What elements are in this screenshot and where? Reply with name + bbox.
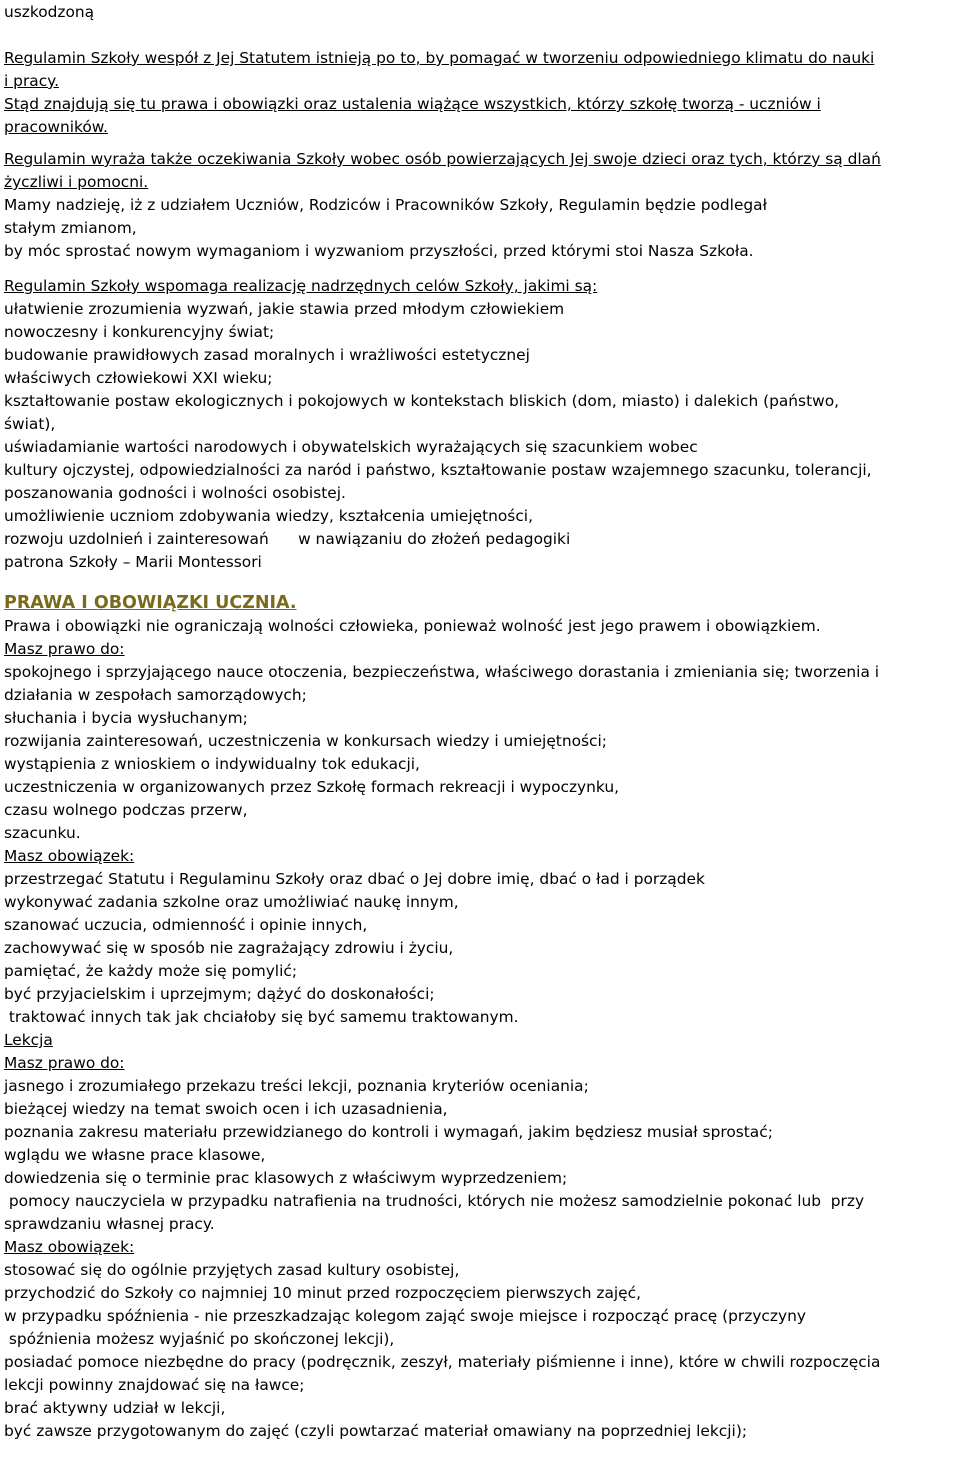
general-duties-label: Masz obowiązek:	[4, 847, 135, 865]
goal-line: rozwoju uzdolnień i zainteresowań w nawiązaniu do złożeń pedagogiki	[4, 530, 571, 548]
list-item: szanować uczucia, odmienność i opinie innych,	[4, 916, 368, 934]
goal-line: świat),	[4, 415, 56, 433]
goal-line: uświadamianie wartości narodowych i obywatelskich wyrażających się szacunkiem wobec	[4, 438, 698, 456]
list-item: uczestniczenia w organizowanych przez Szkołę formach rekreacji i wypoczynku,	[4, 778, 619, 796]
list-item: wystąpienia z wnioskiem o indywidualny tok edukacji,	[4, 755, 420, 773]
list-item: posiadać pomoce niezbędne do pracy (podręcznik, zeszył, materiały piśmienne i inne), które w chwili rozpoczęcia	[4, 1353, 881, 1371]
goal-line: właściwych człowiekowi XXI wieku;	[4, 369, 273, 387]
general-rights-label: Masz prawo do:	[4, 640, 125, 658]
rights-section	[4, 592, 956, 1443]
goals-section	[4, 275, 956, 574]
text-line: Stąd znajdują się tu prawa i obowiązki oraz ustalenia wiążące wszystkich, którzy szkołę tworzą - uczniów i	[4, 95, 821, 113]
list-item: pamiętać, że każdy może się pomylić;	[4, 962, 298, 980]
list-item: lekcji powinny znajdować się na ławce;	[4, 1376, 305, 1394]
list-item: być przyjacielskim i uprzejmym; dążyć do doskonałości;	[4, 985, 435, 1003]
goal-line: kształtowanie postaw ekologicznych i pokojowych w kontekstach bliskich (dom, miasto) i dalekich (państwo,	[4, 392, 840, 410]
list-item: działania w zespołach samorządowych;	[4, 686, 307, 704]
intro-paragraph-3	[4, 194, 956, 263]
goal-line: nowoczesny i konkurencyjny świat;	[4, 323, 275, 341]
text-line: Regulamin wyraża także oczekiwania Szkoły wobec osób powierzających Jej swoje dzieci oraz tych, którzy są dlań	[4, 150, 881, 168]
list-item: przestrzegać Statutu i Regulaminu Szkoły oraz dbać o Jej dobre imię, dbać o ład i porządek	[4, 870, 705, 888]
goal-line: poszanowania godności i wolności osobistej.	[4, 484, 346, 502]
lesson-rights-label: Masz prawo do:	[4, 1054, 125, 1072]
list-item: bieżącej wiedzy na temat swoich ocen i ich uzasadnienia,	[4, 1100, 448, 1118]
list-item: szacunku.	[4, 824, 81, 842]
text-line: Mamy nadzieję, iż z udziałem Uczniów, Rodziców i Pracowników Szkoły, Regulamin będzie podlegał	[4, 196, 767, 214]
list-item: zachowywać się w sposób nie zagrażający zdrowiu i życiu,	[4, 939, 454, 957]
text-line: życzliwi i pomocni.	[4, 173, 149, 191]
list-item: w przypadku spóźnienia - nie przeszkadzając kolegom zająć swoje miejsce i rozpocząć pracę (przyczyny	[4, 1307, 806, 1325]
text-line: by móc sprostać nowym wymaganiom i wyzwaniom przyszłości, przed którymi stoi Nasza Szkoła.	[4, 242, 754, 260]
list-item: sprawdzaniu własnej pracy.	[4, 1215, 215, 1233]
list-item: brać aktywny udział w lekcji,	[4, 1399, 226, 1417]
top-word: uszkodzoną	[4, 3, 95, 21]
list-item: poznania zakresu materiału przewidzianego do kontroli i wymagań, jakim będziesz musiał sprostać;	[4, 1123, 773, 1141]
rights-intro: Prawa i obowiązki nie ograniczają wolności człowieka, ponieważ wolność jest jego prawem i obowiązkiem.	[4, 617, 821, 635]
intro-paragraph-1	[4, 47, 956, 139]
list-item: spokojnego i sprzyjającego nauce otoczenia, bezpieczeństwa, właściwego dorastania i zmieniania się; tworzenia i	[4, 663, 880, 681]
list-item: rozwijania zainteresowań, uczestniczenia w konkursach wiedzy i umiejętności;	[4, 732, 607, 750]
list-item: wglądu we własne prace klasowe,	[4, 1146, 266, 1164]
lesson-label: Lekcja	[4, 1031, 53, 1049]
list-item: być zawsze przygotowanym do zajęć (czyli powtarzać materiał omawiany na poprzedniej lekcji);	[4, 1422, 748, 1440]
list-item: czasu wolnego podczas przerw,	[4, 801, 248, 819]
list-item: pomocy nauczyciela w przypadku natrafienia na trudności, których nie możesz samodzielnie pokonać lub przy	[4, 1192, 865, 1210]
list-item: wykonywać zadania szkolne oraz umożliwiać naukę innym,	[4, 893, 459, 911]
text-line: pracowników.	[4, 118, 108, 136]
list-item: stosować się do ogólnie przyjętych zasad kultury osobistej,	[4, 1261, 460, 1279]
list-item: jasnego i zrozumiałego przekazu treści lekcji, poznania kryteriów oceniania;	[4, 1077, 589, 1095]
list-item: dowiedzenia się o terminie prac klasowych z właściwym wyprzedzeniem;	[4, 1169, 568, 1187]
list-item: słuchania i bycia wysłuchanym;	[4, 709, 248, 727]
goal-line: ułatwienie zrozumienia wyzwań, jakie stawia przed młodym człowiekiem	[4, 300, 565, 318]
list-item: przychodzić do Szkoły co najmniej 10 minut przed rozpoczęciem pierwszych zajęć,	[4, 1284, 641, 1302]
intro-paragraph-2	[4, 148, 956, 194]
text-line: stałym zmianom,	[4, 219, 137, 237]
list-item: spóźnienia możesz wyjaśnić po skończonej lekcji),	[4, 1330, 395, 1348]
goal-line: kultury ojczystej, odpowiedzialności za naród i państwo, kształtowanie postaw wzajemnego szacunku, tolerancji,	[4, 461, 872, 479]
section-title: PRAWA I OBOWIĄZKI UCZNIA.	[4, 593, 297, 613]
text-line: Regulamin Szkoły wespół z Jej Statutem istnieją po to, by pomagać w tworzeniu odpowiedniego klimatu do nauki	[4, 49, 875, 67]
goal-line: patrona Szkoły – Marii Montessori	[4, 553, 262, 571]
goal-line: budowanie prawidłowych zasad moralnych i wrażliwości estetycznej	[4, 346, 530, 364]
text-line: i pracy.	[4, 72, 59, 90]
list-item: traktować innych tak jak chciałoby się być samemu traktowanym.	[4, 1008, 519, 1026]
goal-line: umożliwienie uczniom zdobywania wiedzy, kształcenia umiejętności,	[4, 507, 533, 525]
document	[0, 1, 960, 1443]
lesson-duties-label: Masz obowiązek:	[4, 1238, 135, 1256]
goals-heading: Regulamin Szkoły wspomaga realizację nadrzędnych celów Szkoły, jakimi są:	[4, 277, 598, 295]
